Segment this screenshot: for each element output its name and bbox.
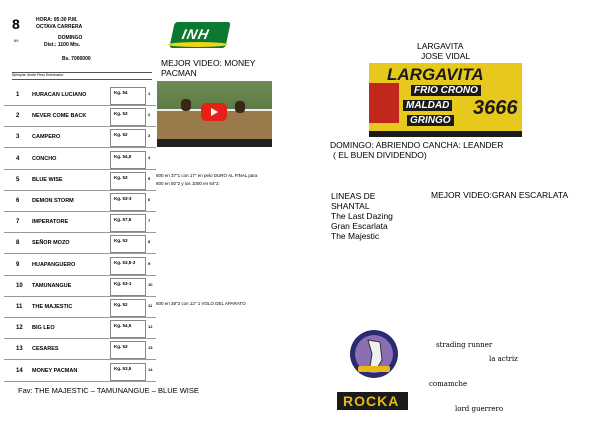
video-control-bar[interactable] (157, 139, 272, 147)
largavita-owner: JOSE VIDAL (421, 51, 471, 61)
entry-post-position: 10 (148, 281, 153, 287)
entry-post-position: 12 (148, 324, 153, 330)
lineas-line-3: The Last Dazing (331, 211, 393, 221)
entry-weight: Kg. 52 (114, 302, 128, 307)
workout-note-3: 600 en 38"2 con 12" 1 VOLO DEL APARATO (156, 301, 246, 306)
entry-weight: Kg. 53-3 (114, 196, 132, 201)
horse-name-3: comamche (429, 380, 468, 388)
entry-post-position: 11 (148, 303, 153, 308)
column-headers-text: Ejemplar Jinete Peso Entrenador (12, 73, 64, 77)
entry-horse-name: THE MAJESTIC (32, 304, 73, 310)
largavita-poster (369, 63, 522, 137)
entry-weight: Kg. 52 (114, 132, 128, 138)
entry-number: 13 (16, 346, 23, 353)
inh-logo (169, 22, 231, 48)
entry-horse-name: IMPERATORE (32, 219, 69, 226)
entry-number: 8 (16, 240, 20, 247)
race-name: OCTAVA CARRERA (36, 24, 83, 30)
entry-weight: Kg. 53,5 (114, 365, 132, 371)
entry-horse-name: CAMPERO (32, 134, 61, 141)
entry-post-position: 9 (148, 260, 151, 266)
entry-horse-name: CESARES (32, 346, 59, 353)
table-row (4, 148, 156, 170)
entry-weight: Kg. 53 (114, 174, 128, 180)
entry-horse-name: NEVER COME BACK (32, 113, 87, 120)
column-headers (12, 72, 152, 80)
race-distance: Dist.: 1100 Mts. (44, 42, 81, 48)
entry-number: 10 (16, 282, 23, 289)
table-row (4, 126, 156, 148)
entry-horse-name: BIG LEO (32, 325, 55, 332)
entry-horse-name: HUAPANGUERO (32, 261, 76, 268)
entry-horse-name: CONCHO (32, 155, 57, 162)
best-video-label: MEJOR VIDEO: MONEY (161, 58, 256, 68)
poster-footer (369, 131, 522, 137)
lineas-line-2: SHANTAL (331, 201, 370, 211)
poster-red-panel (369, 83, 399, 123)
race-video[interactable] (157, 81, 272, 147)
entry-post-position: 14 (148, 366, 153, 372)
entry-horse-name: BLUE WISE (32, 176, 63, 183)
favorites-line: Fav: THE MAJESTIC – TAMUNANGUE – BLUE WISE (18, 386, 199, 395)
entry-horse-name: TAMUNANGUE (32, 282, 72, 289)
lineas-line-4: Gran Escarlata (331, 221, 388, 231)
horse-name-4: lord guerrero (455, 405, 504, 413)
workout-note-2: 800 en 50"2 y los 1000 en 64"2. (156, 181, 220, 186)
entry-number: 6 (16, 198, 20, 204)
best-video-horse: PACMAN (161, 68, 197, 78)
table-row (4, 84, 156, 106)
entry-number: 5 (16, 176, 20, 183)
entry-weight: Kg. 53 (114, 344, 128, 350)
entry-number: 12 (16, 325, 23, 332)
poster-line-1: FRIO CRONO (411, 85, 481, 96)
entry-horse-name: MONEY PACMAN (32, 367, 78, 374)
entry-number: 2 (16, 113, 20, 120)
entry-post-position: 13 (148, 345, 153, 351)
race-number: 8 (12, 16, 20, 32)
table-row (4, 190, 156, 212)
logo-swoosh (167, 42, 228, 47)
domingo-pick: DOMINGO: ABRIENDO CANCHA: LEANDER (330, 140, 504, 150)
entry-number: 14 (16, 367, 23, 374)
lineas-line-1: LINEAS DE (331, 191, 376, 201)
entry-horse-name: HURACAN LUCIANO (32, 92, 87, 98)
entry-weight: Kg. 53 (114, 238, 128, 244)
entry-post-position: 5 (148, 175, 151, 181)
inh-logo-text: INH (180, 26, 212, 42)
table-row (4, 317, 156, 339)
play-button-icon[interactable] (201, 103, 227, 121)
poster-title: LARGAVITA (387, 65, 484, 84)
entry-post-position: 7 (148, 218, 151, 224)
race-program (4, 16, 152, 381)
entry-number: 1 (16, 92, 20, 98)
table-row (4, 105, 156, 127)
horse-head-logo-icon (346, 326, 402, 382)
entry-post-position: 4 (148, 154, 151, 160)
poster-number: 3666 (473, 97, 518, 119)
entry-horse-name: SEÑOR MOZO (32, 240, 70, 247)
table-row (4, 338, 156, 360)
horse-figure (181, 99, 191, 111)
entry-number: 9 (16, 261, 20, 268)
entry-post-position: 6 (148, 197, 151, 202)
entry-number: 4 (16, 155, 20, 162)
rocka-logo (337, 392, 408, 410)
domingo-note: ( EL BUEN DIVIDENDO) (333, 150, 427, 160)
horse-name-2: la actriz (489, 355, 518, 363)
table-row (4, 169, 156, 191)
entry-weight: Kg. 54 (114, 90, 128, 95)
entry-post-position: 3 (148, 133, 151, 139)
table-row (4, 232, 156, 254)
workout-note-1: 600 en 37"1 con 17" en pelo DURO AL FINAL para (156, 173, 258, 178)
entry-weight: Kg. 54,5 (114, 323, 132, 329)
table-row (4, 254, 156, 276)
entry-post-position: 2 (148, 112, 151, 118)
rocka-logo-text: ROCKA (343, 393, 400, 409)
race-day: DOMINGO (58, 35, 83, 41)
horse-name-1: strading runner (436, 341, 493, 349)
table-row (4, 296, 156, 318)
entry-weight: Kg. 53 (114, 111, 128, 117)
largavita-title: LARGAVITA (417, 41, 464, 51)
lineas-line-5: The Majestic (331, 231, 380, 241)
race-sub-number: 69 (14, 38, 19, 43)
entry-weight: Kg. 57,5 (114, 217, 132, 223)
entry-weight: Kg. 53,5-3 (114, 259, 136, 265)
table-row (4, 275, 156, 297)
entry-horse-name: DEMON STORM (32, 198, 74, 204)
entry-post-position: 8 (148, 239, 151, 245)
table-row (4, 211, 156, 233)
entry-weight: Kg. 53-1 (114, 280, 132, 286)
entry-number: 7 (16, 219, 20, 226)
poster-line-2: MALDAD (403, 100, 452, 111)
race-time: HORA: 05:30 P.M. (36, 17, 78, 23)
entry-post-position: 1 (148, 91, 151, 96)
horse-figure (235, 101, 245, 113)
poster-line-3: GRINGO (407, 115, 454, 126)
race-prize: Bs. 7000000 (62, 56, 91, 62)
entry-weight: Kg. 54,5 (114, 153, 132, 159)
entry-number: 11 (16, 304, 23, 310)
entry-number: 3 (16, 134, 20, 141)
table-row (4, 360, 156, 382)
best-video-2: MEJOR VIDEO:GRAN ESCARLATA (431, 190, 569, 200)
